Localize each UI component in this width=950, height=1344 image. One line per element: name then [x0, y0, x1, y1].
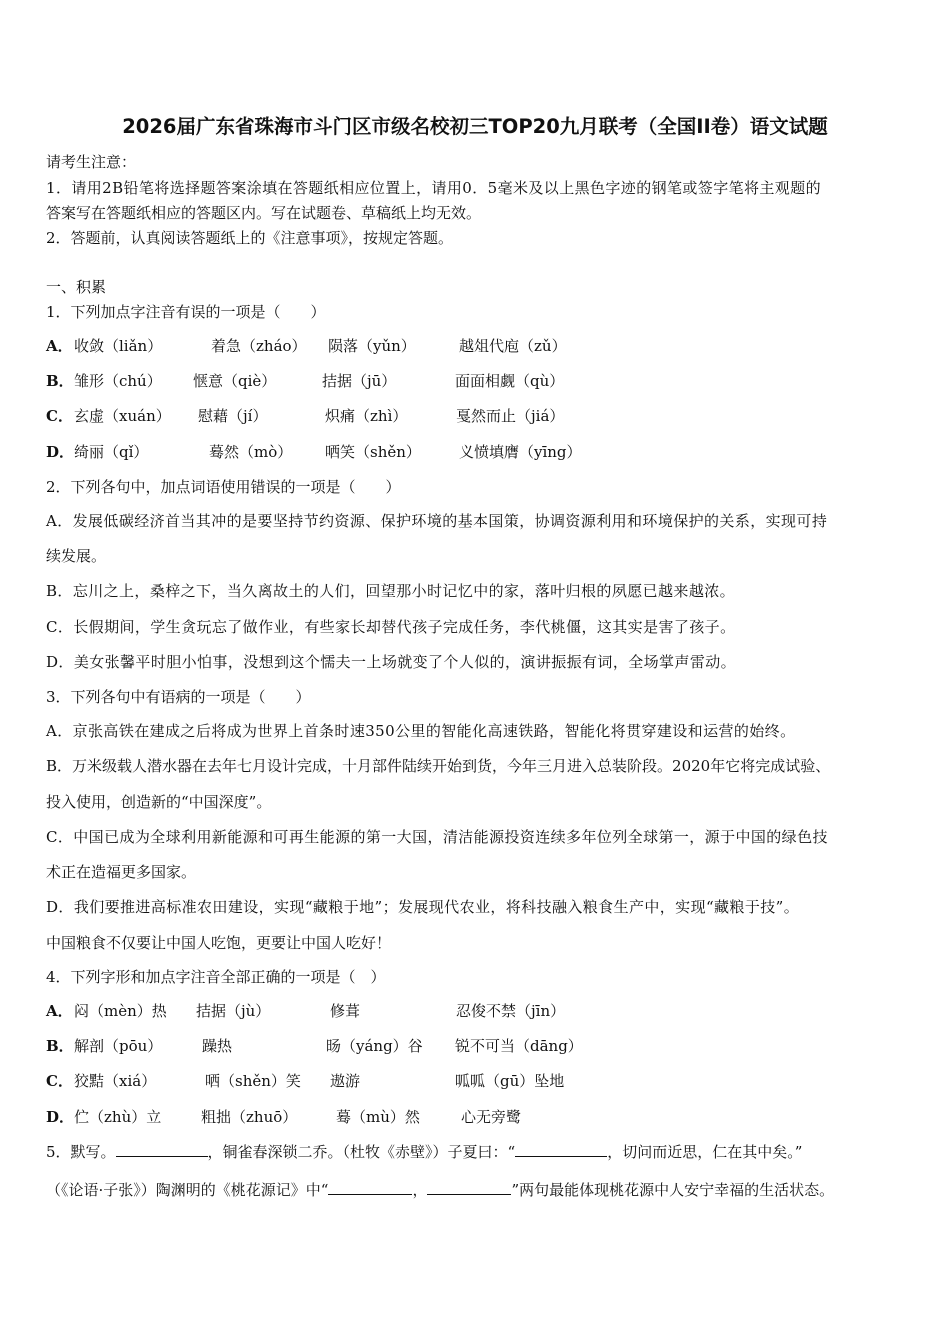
option-item: 旸（yáng）谷 — [326, 1037, 423, 1055]
option-item: 玄虚（xuán） — [74, 407, 171, 425]
option-item: 雏形（chú） — [74, 372, 162, 390]
option-label: B． — [46, 1037, 74, 1055]
option-label: C． — [46, 1072, 73, 1090]
question-5-text: ”两句最能体现桃花源中人安宁幸福的生活状态。 — [511, 1181, 835, 1199]
option-item: 收敛（liǎn） — [74, 337, 163, 355]
option-item: 蓦（mù）然 — [336, 1108, 420, 1126]
question-2-option-c: C．长假期间，学生贪玩忘了做作业，有些家长却替代孩子完成任务，李代桃僵，这其实是害了孩子。 — [46, 618, 736, 636]
option-item: 解剖（pōu） — [74, 1037, 163, 1055]
question-2-option-d: D．美女张馨平时胆小怕事，没想到这个懦夫一上场就变了个人似的，演讲振振有词，全场掌声雷动。 — [46, 653, 737, 671]
question-5-text: ，切问而近思，仁在其中矣。” — [607, 1143, 803, 1161]
question-2-option-a-cont: 续发展。 — [46, 547, 107, 565]
option-item: 修葺 — [330, 1002, 361, 1020]
question-5-text: ， — [412, 1181, 428, 1199]
section-heading: 一、积累 — [46, 278, 107, 296]
answer-blank[interactable] — [328, 1180, 412, 1195]
question-5-text: ，铜雀春深锁二乔。（杜牧《赤壁》）子夏曰：“ — [207, 1143, 516, 1161]
question-3-option-d-cont: 中国粮食不仅要让中国人吃饱，更要让中国人吃好！ — [46, 934, 392, 952]
question-5-line-2 — [46, 1180, 834, 1200]
option-item: 蓦然（mò） — [209, 443, 293, 461]
page-title: 2026届广东省珠海市斗门区市级名校初三TOP20九月联考（全国II卷）语文试题 — [122, 115, 828, 138]
question-1-stem: 1．下列加点字注音有误的一项是（ ） — [46, 303, 326, 321]
option-item: 遨游 — [330, 1072, 361, 1090]
option-item: 伫（zhù）立 — [74, 1108, 162, 1126]
option-item: 戛然而止（jiá） — [456, 407, 565, 425]
option-item: 锐不可当（dāng） — [455, 1037, 583, 1055]
notice-heading: 请考生注意： — [46, 153, 137, 171]
option-item: 义愤填膺（yīng） — [459, 443, 582, 461]
question-5-text: （《论语·子张》）陶渊明的《桃花源记》中“ — [46, 1181, 329, 1199]
option-label: D． — [46, 1108, 75, 1126]
option-item: 陨落（yǔn） — [328, 337, 416, 355]
notice-line-2: 答案写在答题纸相应的答题区内。写在试题卷、草稿纸上均无效。 — [46, 204, 482, 222]
question-2-option-b: B．忘川之上，桑梓之下，当久离故土的人们，回望那小时记忆中的家，落叶归根的夙愿已越来越浓。 — [46, 582, 736, 600]
question-3-option-d: D．我们要推进高标准农田建设，实现“藏粮于地”；发展现代农业，将科技融入粮食生产中，实现“藏粮于技”。 — [46, 898, 800, 916]
option-label: B． — [46, 372, 74, 390]
question-3-option-c-cont: 术正在造福更多国家。 — [46, 863, 197, 881]
option-item: 越俎代庖（zǔ） — [459, 337, 567, 355]
option-item: 拮据（jù） — [196, 1002, 271, 1020]
option-item: 呱呱（gū）坠地 — [455, 1072, 565, 1090]
question-2-option-a: A．发展低碳经济首当其冲的是要坚持节约资源、保护环境的基本国策，协调资源利用和环境保护的关系，实现可持 — [46, 512, 828, 530]
question-3-option-a: A．京张高铁在建成之后将成为世界上首条时速350公里的智能化高速铁路，智能化将贯穿建设和运营的始终。 — [46, 722, 796, 740]
option-item: 哂笑（shěn） — [325, 443, 421, 461]
question-3-stem: 3．下列各句中有语病的一项是（ ） — [46, 688, 311, 706]
answer-blank[interactable] — [427, 1180, 511, 1195]
question-5-prefix: 5．默写。 — [46, 1143, 116, 1161]
option-item: 忍俊不禁（jīn） — [456, 1002, 566, 1020]
option-item: 慰藉（jí） — [198, 407, 268, 425]
answer-blank[interactable] — [515, 1142, 607, 1157]
question-3-option-c: C．中国已成为全球利用新能源和可再生能源的第一大国，清洁能源投资连续多年位列全球第一，源于中国的绿色技 — [46, 828, 828, 846]
option-item: 粗拙（zhuō） — [201, 1108, 298, 1126]
option-item: 拮据（jū） — [322, 372, 397, 390]
option-item: 惬意（qiè） — [193, 372, 277, 390]
option-label: A． — [46, 1002, 73, 1020]
question-4-stem: 4．下列字形和加点字注音全部正确的一项是（ ） — [46, 968, 386, 986]
option-item: 闷（mèn）热 — [74, 1002, 167, 1020]
notice-line-1: 1．请用2B铅笔将选择题答案涂填在答题纸相应位置上，请用0．5毫米及以上黑色字迹的钢笔或签字笔将主观题的 — [46, 179, 822, 197]
option-item: 面面相觑（qù） — [455, 372, 565, 390]
option-label: D． — [46, 443, 75, 461]
option-item: 炽痛（zhì） — [325, 407, 408, 425]
question-2-stem: 2．下列各句中，加点词语使用错误的一项是（ ） — [46, 478, 401, 496]
question-3-option-b-cont: 投入使用，创造新的“中国深度”。 — [46, 793, 272, 811]
option-label: C． — [46, 407, 73, 425]
question-3-option-b: B．万米级载人潜水器在去年七月设计完成，十月部件陆续开始到货，今年三月进入总装阶段。2020年它将完成试验、 — [46, 757, 831, 775]
option-item: 哂（shěn）笑 — [205, 1072, 301, 1090]
option-item: 躁热 — [202, 1037, 233, 1055]
option-item: 绮丽（qǐ） — [74, 443, 149, 461]
question-5-line-1 — [46, 1142, 802, 1162]
notice-line-3: 2．答题前，认真阅读答题纸上的《注意事项》，按规定答题。 — [46, 229, 454, 247]
option-item: 狡黠（xiá） — [74, 1072, 157, 1090]
option-item: 着急（zháo） — [211, 337, 307, 355]
answer-blank[interactable] — [116, 1142, 208, 1157]
option-label: A． — [46, 337, 73, 355]
option-item: 心无旁鹭 — [461, 1108, 522, 1126]
